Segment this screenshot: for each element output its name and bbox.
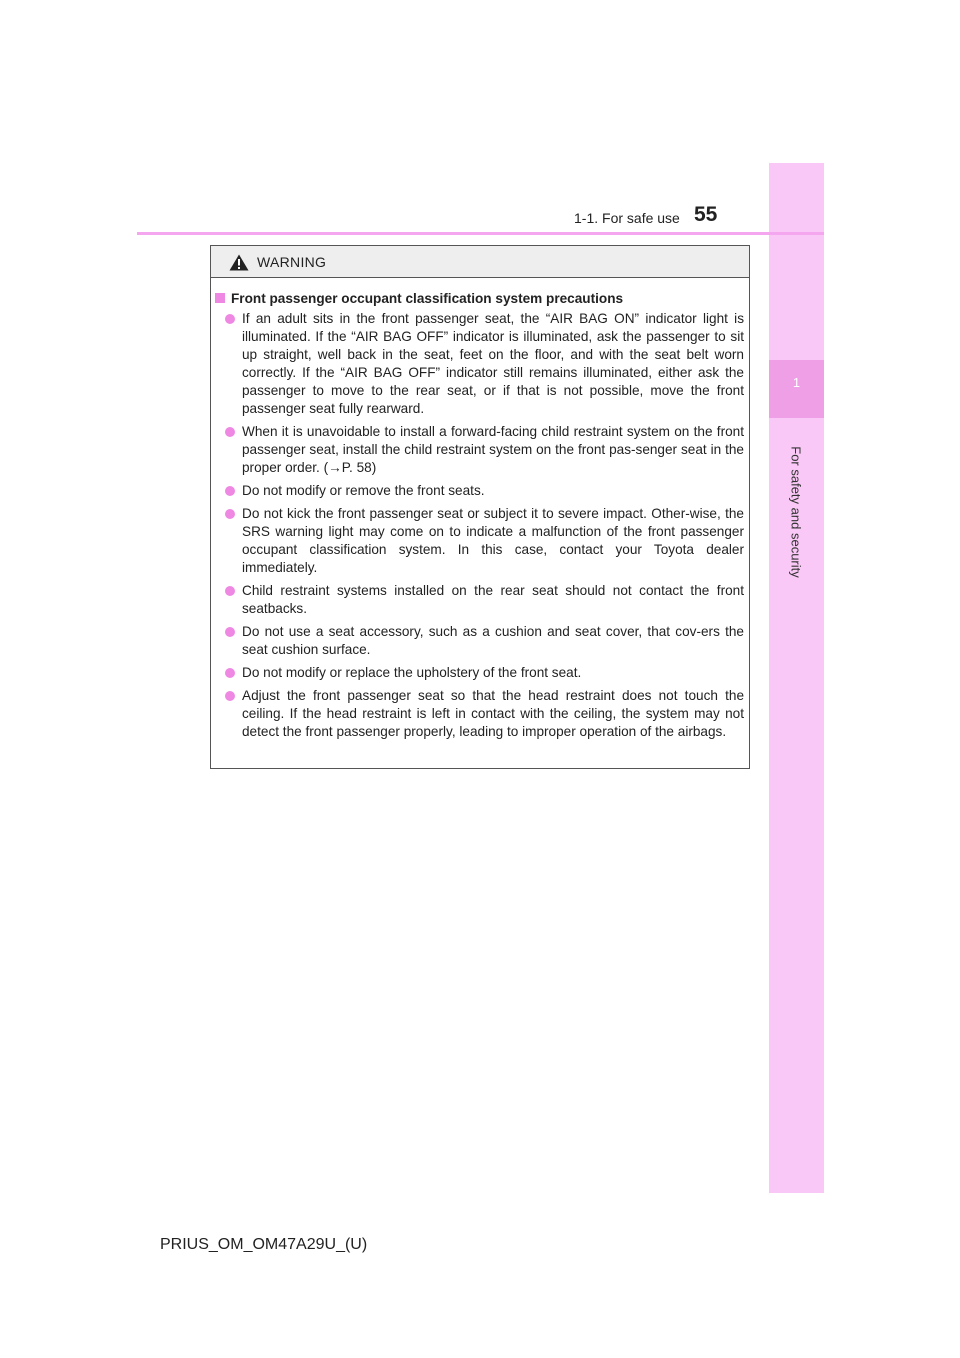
- warning-bullet: [215, 582, 744, 618]
- warning-subtitle: [215, 290, 744, 308]
- bullet-dot-icon: [225, 486, 235, 496]
- chapter-number: 1: [792, 375, 801, 390]
- warning-header: [211, 246, 749, 278]
- warning-box: [210, 245, 750, 769]
- warning-bullet: [215, 687, 744, 741]
- warning-bullet-text: Do not modify or remove the front seats.: [242, 483, 485, 498]
- warning-bullet-text: When it is unavoidable to install a forward-facing child restraint system on the front passenger seat, install the child restraint system on the front pas-senger seat in the proper order. (→P. 58): [242, 424, 744, 475]
- warning-body: [211, 278, 749, 741]
- section-title: 1-1. For safe use: [574, 210, 680, 226]
- bullet-dot-icon: [225, 427, 235, 437]
- warning-title: WARNING: [257, 254, 327, 270]
- warning-bullet: [215, 482, 744, 500]
- bullet-dot-icon: [225, 627, 235, 637]
- warning-bullet: [215, 664, 744, 682]
- document-code: PRIUS_OM_OM47A29U_(U): [160, 1236, 368, 1253]
- page-number: 55: [694, 203, 718, 226]
- bullet-dot-icon: [225, 586, 235, 596]
- warning-triangle-icon: [229, 254, 249, 271]
- warning-bullet-text: Do not use a seat accessory, such as a cushion and seat cover, that cov-ers the seat cushion surface.: [242, 624, 744, 657]
- warning-subtitle-text: Front passenger occupant classification system precautions: [231, 291, 624, 306]
- warning-bullet: [215, 310, 744, 418]
- square-bullet-icon: [215, 293, 225, 303]
- chapter-title: For safety and security: [788, 446, 804, 578]
- warning-bullet-text: Do not modify or replace the upholstery of the front seat.: [242, 665, 582, 680]
- warning-bullet: [215, 423, 744, 477]
- warning-bullet-text: If an adult sits in the front passenger seat, the “AIR BAG ON” indicator light is illuminated. If the “AIR BAG OFF” indicator is illuminated, ask the passenger to sit up straight, well back in the seat, feet on the floor, and with the seat belt worn correctly. If the “AIR BAG OFF” indicator still remains illuminated, either ask the passenger to move to the rear seat, or if that is not possible, move the front passenger seat fully rearward.: [242, 311, 744, 416]
- warning-bullet: [215, 623, 744, 659]
- warning-bullet-text: Adjust the front passenger seat so that the head restraint does not touch the ceiling. If the head restraint is left in contact with the ceiling, the system may not detect the front passenger properly, leading to improper operation of the airbags.: [242, 688, 744, 739]
- bullet-dot-icon: [225, 691, 235, 701]
- warning-bullet: [215, 505, 744, 577]
- warning-bullet-text: Do not kick the front passenger seat or subject it to severe impact. Other-wise, the SRS warning light may come on to indicate a malfunction of the front passenger occupant classification system. In this case, contact your Toyota dealer immediately.: [242, 506, 744, 575]
- header-divider: [137, 232, 824, 235]
- warning-bullet-text: Child restraint systems installed on the rear seat should not contact the front seatbacks.: [242, 583, 744, 616]
- bullet-dot-icon: [225, 314, 235, 324]
- chapter-side-tab: [769, 163, 824, 1193]
- bullet-dot-icon: [225, 668, 235, 678]
- bullet-dot-icon: [225, 509, 235, 519]
